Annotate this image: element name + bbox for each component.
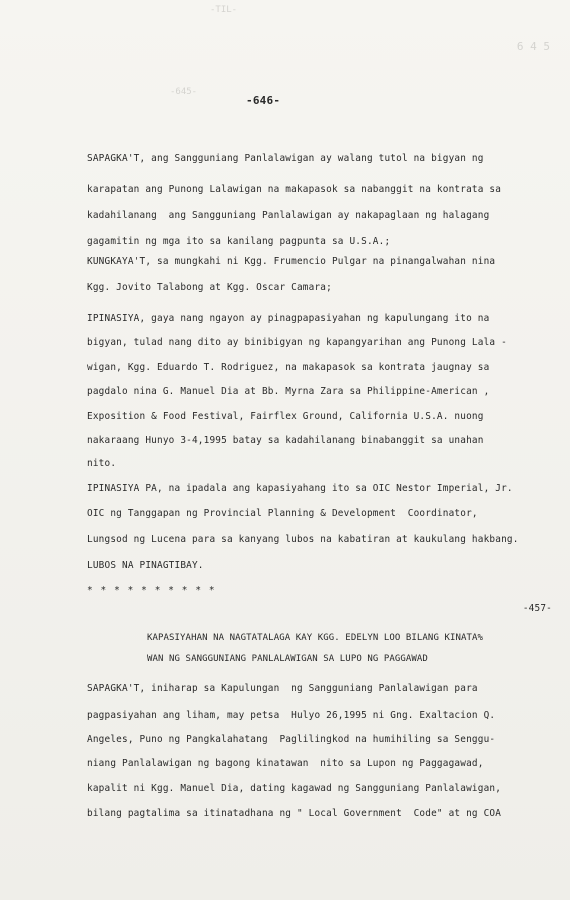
paragraph-line: Kgg. Jovito Talabong at Kgg. Oscar Camara; [87,282,332,293]
paragraph-line: nakaraang Hunyo 3-4,1995 batay sa kadahilanang binabanggit sa unahan [87,435,484,446]
bleed-through-page-mark: 6 4 5 [516,40,550,53]
resolution-body-line: bilang pagtalima sa itinatadhana ng " Local Government Code" at ng COA [87,808,502,819]
resolution-body-line: pagpasiyahan ang liham, may petsa Hulyo 26,1995 ni Gng. Exaltacion Q. [87,710,496,721]
resolution-number: -457- [522,603,552,614]
resolution-body-line: SAPAGKA'T, iniharap sa Kapulungan ng Sangguniang Panlalawigan para [87,683,478,694]
resolution-body-line: kapalit ni Kgg. Manuel Dia, dating kagawad ng Sangguniang Panlalawigan, [87,783,502,794]
paragraph-line: wigan, Kgg. Eduardo T. Rodriguez, na makapasok sa kontrata jaugnay sa [87,362,490,373]
resolution-body-line: Angeles, Puno ng Pangkalahatang Paglilingkod na humihiling sa Senggu- [87,734,496,745]
paragraph-line: KUNGKAYA'T, sa mungkahi ni Kgg. Frumencio Pulgar na pinangalwahan nina [87,256,496,267]
paragraph-line: Lungsod ng Lucena para sa kanyang lubos na kabatiran at kaukulang hakbang. [87,534,519,545]
paragraph-line: nito. [87,458,117,469]
paragraph-line: Exposition & Food Festival, Fairflex Ground, California U.S.A. nuong [87,411,484,422]
bleed-through-page-number: -645- [170,87,198,97]
paragraph-line: bigyan, tulad nang dito ay binibigyan ng kapangyarihan ang Punong Lala - [87,337,507,348]
paragraph-line: kadahilanang ang Sangguniang Panlalawigan ay nakapaglaan ng halagang [87,210,490,221]
separator-stars: * * * * * * * * * * [87,585,216,596]
paragraph-line: SAPAGKA'T, ang Sangguniang Panlalawigan ay walang tutol na bigyan ng [87,153,484,164]
resolution-title-line: WAN NG SANGGUNIANG PANLALAWIGAN SA LUPO NG PAGGAWAD [147,654,428,664]
paragraph-line: pagdalo nina G. Manuel Dia at Bb. Myrna Zara sa Philippine-American , [87,386,490,397]
paragraph-line: IPINASIYA PA, na ipadala ang kapasiyahang ito sa OIC Nestor Imperial, Jr. [87,483,513,494]
paragraph-line: IPINASIYA, gaya nang ngayon ay pinagpapasiyahan ng kapulungang ito na [87,313,490,324]
resolution-title-line: KAPASIYAHAN NA NAGTATALAGA KAY KGG. EDELYN LOO BILANG KINATA% [147,633,484,643]
paragraph-line: LUBOS NA PINAGTIBAY. [87,560,204,571]
paragraph-line: karapatan ang Punong Lalawigan na makapasok sa nabanggit na kontrata sa [87,184,502,195]
paragraph-line: OIC ng Tanggapan ng Provincial Planning & Development Coordinator, [87,508,478,519]
resolution-body-line: niang Panlalawigan ng bagong kinatawan nito sa Lupon ng Paggagawad, [87,758,484,769]
page-number: -646- [246,94,281,107]
paragraph-line: gagamitin ng mga ito sa kanilang pagpunta sa U.S.A.; [87,236,391,247]
bleed-through-header: -TIL- [210,5,238,15]
